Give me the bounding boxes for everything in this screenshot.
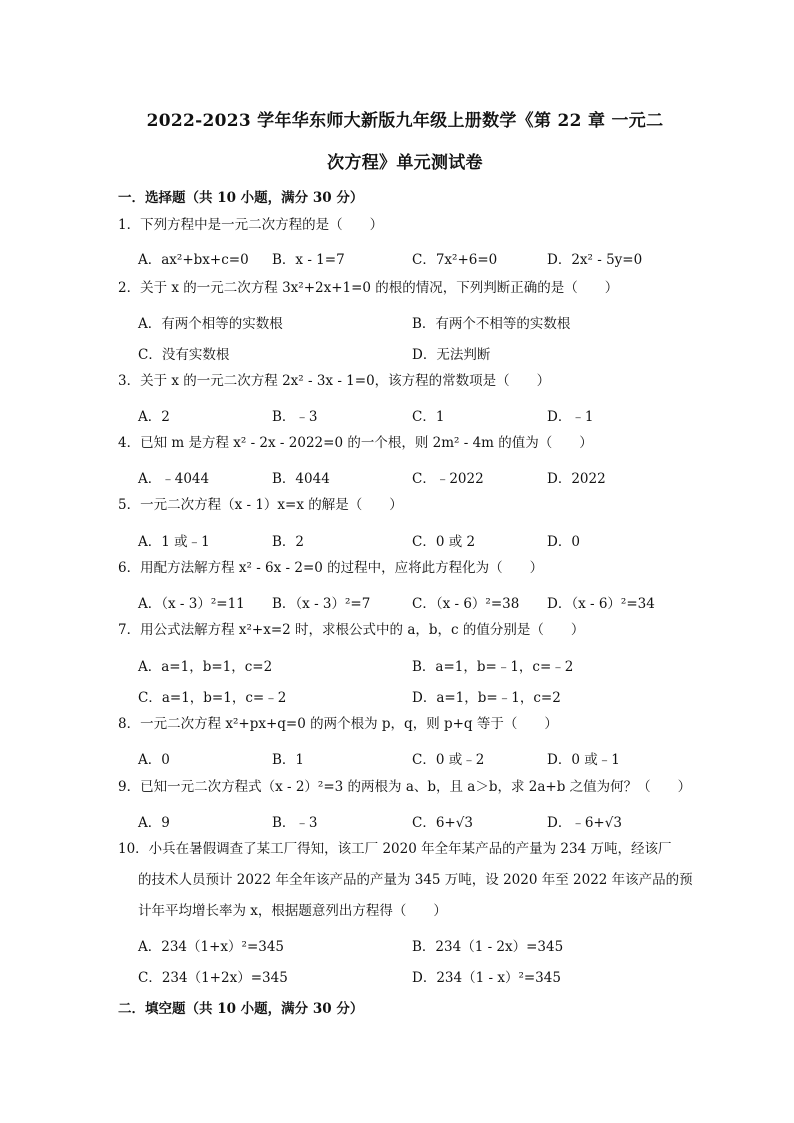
section-heading-fill: 二．填空题（共 10 小题，满分 30 分） [118,1001,364,1017]
q3-option-c: C．1 [412,409,445,425]
question-9-stem: 9．已知一元二次方程式（x - 2）²=3 的两根为 a、b，且 a＞b，求 2a+b 之值为何？（ ） [118,779,692,795]
q6-option-a: A．（x - 3）²=11 [138,596,245,612]
q8-option-d: D．0 或﹣1 [547,752,620,768]
q4-option-c: C．﹣2022 [412,471,484,487]
q1-option-a: A．ax²+bx+c=0 [138,252,249,268]
q7-option-b: B．a=1，b=﹣1，c=﹣2 [412,659,574,675]
q8-option-a: A．0 [138,752,170,768]
q7-option-d: D．a=1，b=﹣1，c=2 [412,690,561,706]
question-5-stem: 5．一元二次方程（x - 1）x=x 的解是（ ） [118,497,403,513]
q5-option-b: B．2 [272,534,305,550]
section-heading-choice: 一．选择题（共 10 小题，满分 30 分） [118,190,364,206]
question-3-stem: 3．关于 x 的一元二次方程 2x² - 3x - 1=0，该方程的常数项是（ ） [118,373,551,389]
q9-option-d: D．﹣6+√3 [547,815,622,831]
q9-option-b: B．﹣3 [272,815,318,831]
page-title-line1: 2022-2023 学年华东师大新版九年级上册数学《第 22 章 一元二 [146,111,664,131]
q7-option-c: C．a=1，b=1，c=﹣2 [138,690,287,706]
q8-option-c: C．0 或﹣2 [412,752,485,768]
q1-option-b: B．x - 1=7 [272,252,345,268]
question-10-line3: 计年平均增长率为 x，根据题意列出方程得（ ） [138,903,447,919]
q5-option-d: D．0 [547,534,580,550]
q4-option-a: A．﹣4044 [138,471,210,487]
q10-option-b: B．234（1 - 2x）=345 [412,939,564,955]
q2-option-a: A．有两个相等的实数根 [138,316,283,332]
q2-option-b: B．有两个不相等的实数根 [412,316,571,332]
q8-option-b: B．1 [272,752,305,768]
question-7-stem: 7．用公式法解方程 x²+x=2 时，求根公式中的 a，b，c 的值分别是（ ） [118,622,585,638]
q3-option-b: B．﹣3 [272,409,318,425]
q5-option-c: C．0 或 2 [412,534,476,550]
q9-option-a: A．9 [138,815,170,831]
question-10-stem [118,834,693,927]
q2-option-d: D．无法判断 [412,347,491,363]
question-1-stem: 1．下列方程中是一元二次方程的是（ ） [118,217,384,233]
q6-option-c: C．（x - 6）²=38 [412,596,520,612]
q10-option-a: A．234（1+x）²=345 [138,939,285,955]
q4-option-b: B．4044 [272,471,330,487]
q7-option-a: A．a=1，b=1，c=2 [138,659,273,675]
q5-option-a: A．1 或﹣1 [138,534,210,550]
q3-option-a: A．2 [138,409,170,425]
question-2-stem: 2．关于 x 的一元二次方程 3x²+2x+1=0 的根的情况，下列判断正确的是（ ） [118,280,619,296]
page-title-line2: 次方程》单元测试卷 [327,153,483,173]
question-10-line2: 的技术人员预计 2022 年全年该产品的产量为 345 万吨，设 2020 年至 2022 年该产品的预 [138,872,693,888]
question-8-stem: 8．一元二次方程 x²+px+q=0 的两个根为 p，q，则 p+q 等于（ ） [118,716,558,732]
q6-option-b: B．（x - 3）²=7 [272,596,371,612]
q4-option-d: D．2022 [547,471,606,487]
q6-option-d: D．（x - 6）²=34 [547,596,655,612]
q1-option-c: C．7x²+6=0 [412,252,498,268]
question-4-stem: 4．已知 m 是方程 x² - 2x - 2022=0 的一个根，则 2m² - 4m 的值为（ ） [118,435,593,451]
q10-option-d: D．234（1 - x）²=345 [412,970,561,986]
q3-option-d: D．﹣1 [547,409,594,425]
question-10-line1: 10．小兵在暑假调查了某工厂得知，该工厂 2020 年全年某产品的产量为 234 万吨，经该厂 [118,841,672,857]
q1-option-d: D．2x² - 5y=0 [547,252,643,268]
q2-option-c: C．没有实数根 [138,347,230,363]
q9-option-c: C．6+√3 [412,815,473,831]
question-6-stem: 6．用配方法解方程 x² - 6x - 2=0 的过程中，应将此方程化为（ ） [118,560,544,576]
q10-option-c: C．234（1+2x）=345 [138,970,288,986]
